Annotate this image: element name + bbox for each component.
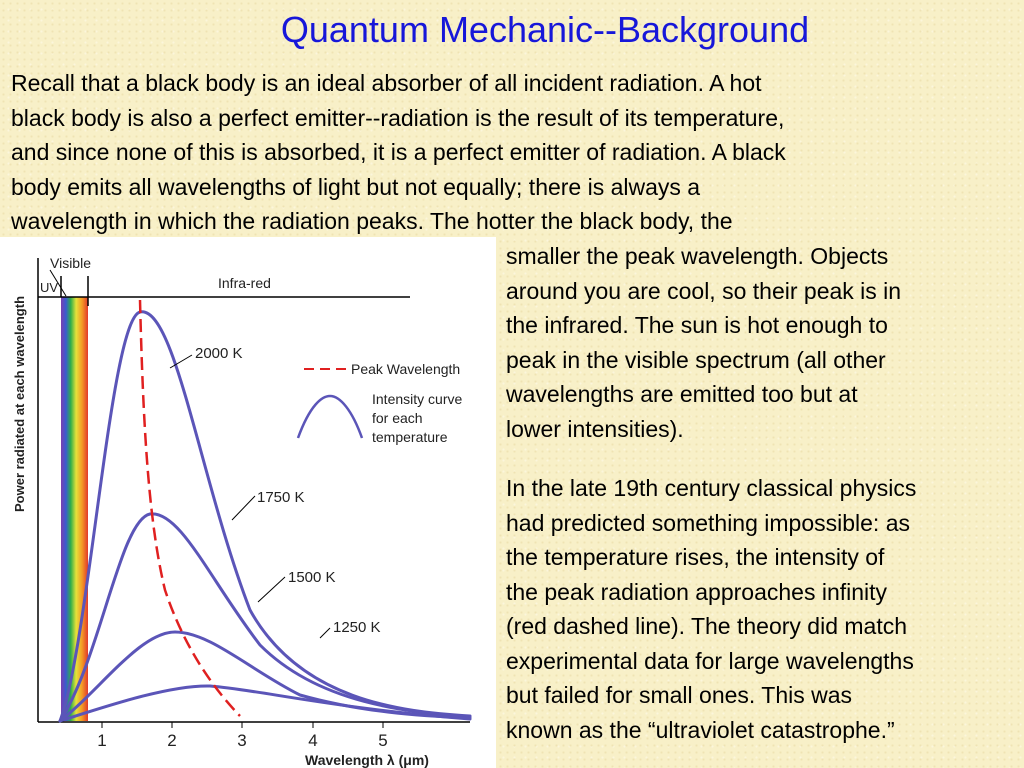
intro-line: body emits all wavelengths of light but not equally; there is always a — [11, 173, 701, 200]
x-tick-label-2: 2 — [167, 731, 177, 750]
intro-line: wavelength in which the radiation peaks. The hotter the black body, the — [11, 208, 733, 234]
side-line: but failed for small ones. This was — [506, 682, 853, 708]
x-tick-label-3: 3 — [237, 731, 247, 750]
curve-1500k — [60, 632, 470, 721]
blackbody-figure — [0, 237, 496, 768]
side-line: had predicted something impossible: as — [506, 509, 911, 536]
slide-title: Quantum Mechanic--Background — [280, 9, 810, 50]
x-tick-label-4: 4 — [308, 731, 318, 750]
intro-paragraph — [11, 66, 1011, 239]
side-line: experimental data for large wavelengths — [506, 647, 914, 674]
infrared-label: Infra-red — [218, 275, 271, 291]
visible-label: Visible — [50, 255, 91, 271]
side-line: the peak radiation approaches infinity — [506, 578, 888, 605]
side-line: (red dashed line). The theory did match — [506, 613, 908, 639]
intro-line: and since none of this is absorbed, it is a perfect emitter of radiation. A black — [11, 139, 786, 165]
blackbody-diagram — [0, 237, 496, 768]
leader-1250k — [320, 628, 330, 638]
side-paragraph-1 — [506, 239, 1018, 446]
side-line: known as the “ultraviolet catastrophe.” — [506, 716, 895, 743]
side-paragraph-2 — [506, 471, 1018, 747]
x-tick-label-5: 5 — [378, 731, 388, 750]
side-line: In the late 19th century classical physics — [506, 475, 917, 501]
side-line: wavelengths are emitted too but at — [506, 381, 858, 407]
label-1750k: 1750 K — [257, 489, 305, 506]
intro-line: black body is also a perfect emitter--radiation is the result of its temperature, — [11, 104, 785, 131]
y-axis-label: Power radiated at each wavelength — [12, 295, 27, 512]
side-line: peak in the visible spectrum (all other — [506, 346, 886, 373]
legend-peak-label: Peak Wavelength — [351, 361, 461, 377]
curve-1250k — [60, 686, 470, 721]
curve-leaders — [170, 355, 330, 638]
leader-1750k — [232, 496, 255, 520]
peak-wavelength-line — [140, 300, 240, 716]
side-line: the infrared. The sun is hot enough to — [506, 312, 888, 338]
curve-1750k — [60, 514, 470, 721]
legend-curve-swatch — [298, 396, 362, 438]
x-ticks — [97, 722, 387, 750]
intro-line: Recall that a black body is an ideal absorber of all incident radiation. A hot — [11, 70, 762, 96]
label-1500k: 1500 K — [288, 569, 336, 586]
x-axis-label: Wavelength λ (μm) — [305, 752, 429, 768]
x-tick-label-1: 1 — [97, 731, 107, 750]
legend — [298, 361, 462, 445]
side-line: the temperature rises, the intensity of — [506, 544, 885, 570]
side-line: around you are cool, so their peak is in — [506, 277, 902, 304]
label-2000k: 2000 K — [195, 345, 243, 362]
legend-curve-line-3: temperature — [372, 429, 448, 445]
legend-curve-line-2: for each — [372, 410, 423, 426]
uv-label: UV — [40, 280, 59, 295]
side-line: smaller the peak wavelength. Objects — [506, 243, 889, 269]
legend-curve-line-1: Intensity curve — [372, 391, 463, 407]
leader-1500k — [258, 577, 285, 602]
side-line: lower intensities). — [506, 415, 684, 442]
label-1250k: 1250 K — [333, 619, 381, 636]
